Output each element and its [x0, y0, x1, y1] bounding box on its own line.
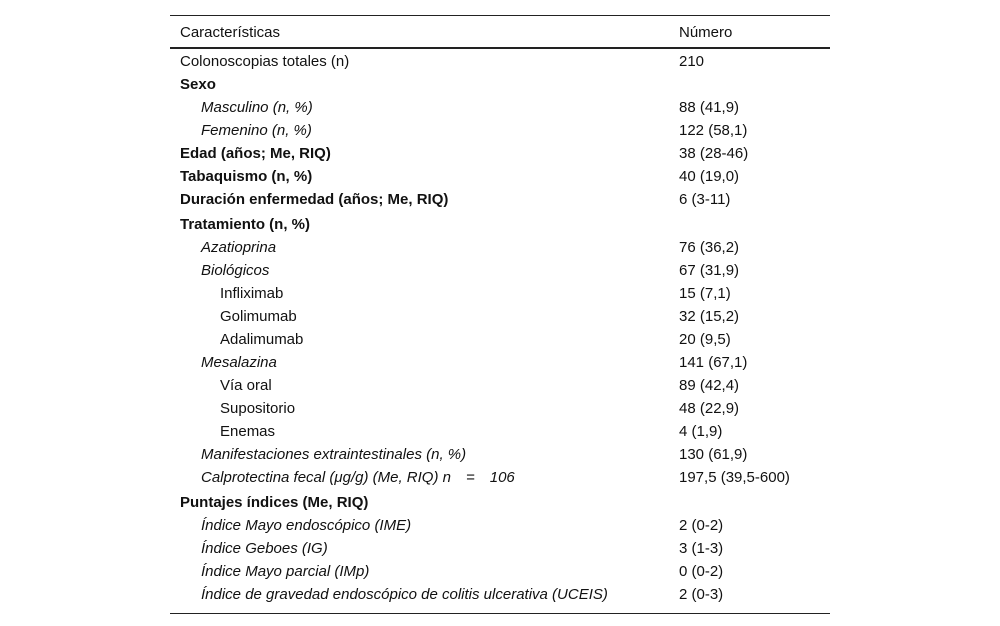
row-value: 0 (0-2) — [679, 563, 724, 580]
table-row-via-oral — [170, 375, 830, 398]
row-value: 89 (42,4) — [679, 377, 740, 394]
table-row-puntajes — [170, 490, 830, 515]
row-label: Infliximab — [220, 285, 284, 302]
table-header-row — [170, 16, 830, 47]
row-value: 141 (67,1) — [679, 354, 748, 371]
section-label: Puntajes índices (Me, RIQ) — [180, 494, 369, 511]
section-label: Sexo — [180, 76, 216, 93]
row-value: 67 (31,9) — [679, 262, 740, 279]
table-row-sexo — [170, 74, 830, 97]
row-value: 40 (19,0) — [679, 168, 740, 185]
row-label: Biológicos — [201, 262, 270, 279]
row-label: Masculino (n, %) — [201, 99, 313, 116]
table-row-manifestaciones — [170, 444, 830, 467]
table-row-tratamiento — [170, 212, 830, 237]
table-row-enemas — [170, 421, 830, 444]
row-value: 38 (28-46) — [679, 145, 749, 162]
row-label: Manifestaciones extraintestinales (n, %) — [201, 446, 467, 463]
table-row-imp — [170, 561, 830, 584]
table-row-femenino — [170, 120, 830, 143]
table-row-mesalazina — [170, 352, 830, 375]
table-row-golimumab — [170, 306, 830, 329]
row-label: Duración enfermedad (años; Me, RIQ) — [180, 191, 449, 208]
row-label: Enemas — [220, 423, 276, 440]
table-row-duracion — [170, 189, 830, 212]
row-value: 6 (3-11) — [679, 191, 731, 208]
row-value: 20 (9,5) — [679, 331, 731, 348]
row-value: 32 (15,2) — [679, 308, 740, 325]
row-value: 3 (1-3) — [679, 540, 724, 557]
row-label: Índice de gravedad endoscópico de colitis ulcerativa (UCEIS) — [201, 586, 608, 603]
section-label: Tratamiento (n, %) — [180, 216, 311, 233]
table-row-azatioprina — [170, 237, 830, 260]
row-label: Edad (años; Me, RIQ) — [180, 145, 331, 162]
row-value: 15 (7,1) — [679, 285, 731, 302]
row-label: Índice Mayo endoscópico (IME) — [201, 517, 412, 534]
table-row-calprotectina — [170, 467, 830, 490]
row-label: Vía oral — [220, 377, 272, 394]
table-row-biologicos — [170, 260, 830, 283]
row-value: 130 (61,9) — [679, 446, 748, 463]
row-label: Índice Geboes (IG) — [201, 540, 328, 557]
table-row-edad — [170, 143, 830, 166]
row-value: 2 (0-2) — [679, 517, 724, 534]
row-value: 76 (36,2) — [679, 239, 740, 256]
table-row-adalimumab — [170, 329, 830, 352]
row-value: 4 (1,9) — [679, 423, 723, 440]
table-row-ime — [170, 515, 830, 538]
row-value: 2 (0-3) — [679, 586, 724, 603]
table-row-uceis — [170, 584, 830, 607]
row-value: 197,5 (39,5-600) — [679, 469, 790, 486]
table-row-tabaquismo — [170, 166, 830, 189]
table-bottom-rule — [170, 613, 830, 614]
row-label: Golimumab — [220, 308, 297, 325]
row-label: Calprotectina fecal (μg/g) (Me, RIQ) n = 106 — [201, 469, 515, 486]
row-value: 210 — [679, 53, 705, 70]
row-label: Azatioprina — [201, 239, 277, 256]
table-row-ig — [170, 538, 830, 561]
header-characteristics: Características — [180, 24, 281, 41]
row-value: 122 (58,1) — [679, 122, 748, 139]
row-label: Mesalazina — [201, 354, 277, 371]
row-value: 88 (41,9) — [679, 99, 740, 116]
row-label: Colonoscopias totales (n) — [180, 53, 350, 70]
table-row-masculino — [170, 97, 830, 120]
row-label: Adalimumab — [220, 331, 304, 348]
row-label: Índice Mayo parcial (IMp) — [201, 563, 370, 580]
header-number: Número — [679, 24, 733, 41]
row-value: 48 (22,9) — [679, 400, 740, 417]
table-row-infliximab — [170, 283, 830, 306]
row-label: Femenino (n, %) — [201, 122, 312, 139]
row-label: Tabaquismo (n, %) — [180, 168, 313, 185]
row-label: Supositorio — [220, 400, 296, 417]
table-row-total — [170, 51, 830, 74]
table-row-supositorio — [170, 398, 830, 421]
characteristics-table — [170, 15, 830, 614]
